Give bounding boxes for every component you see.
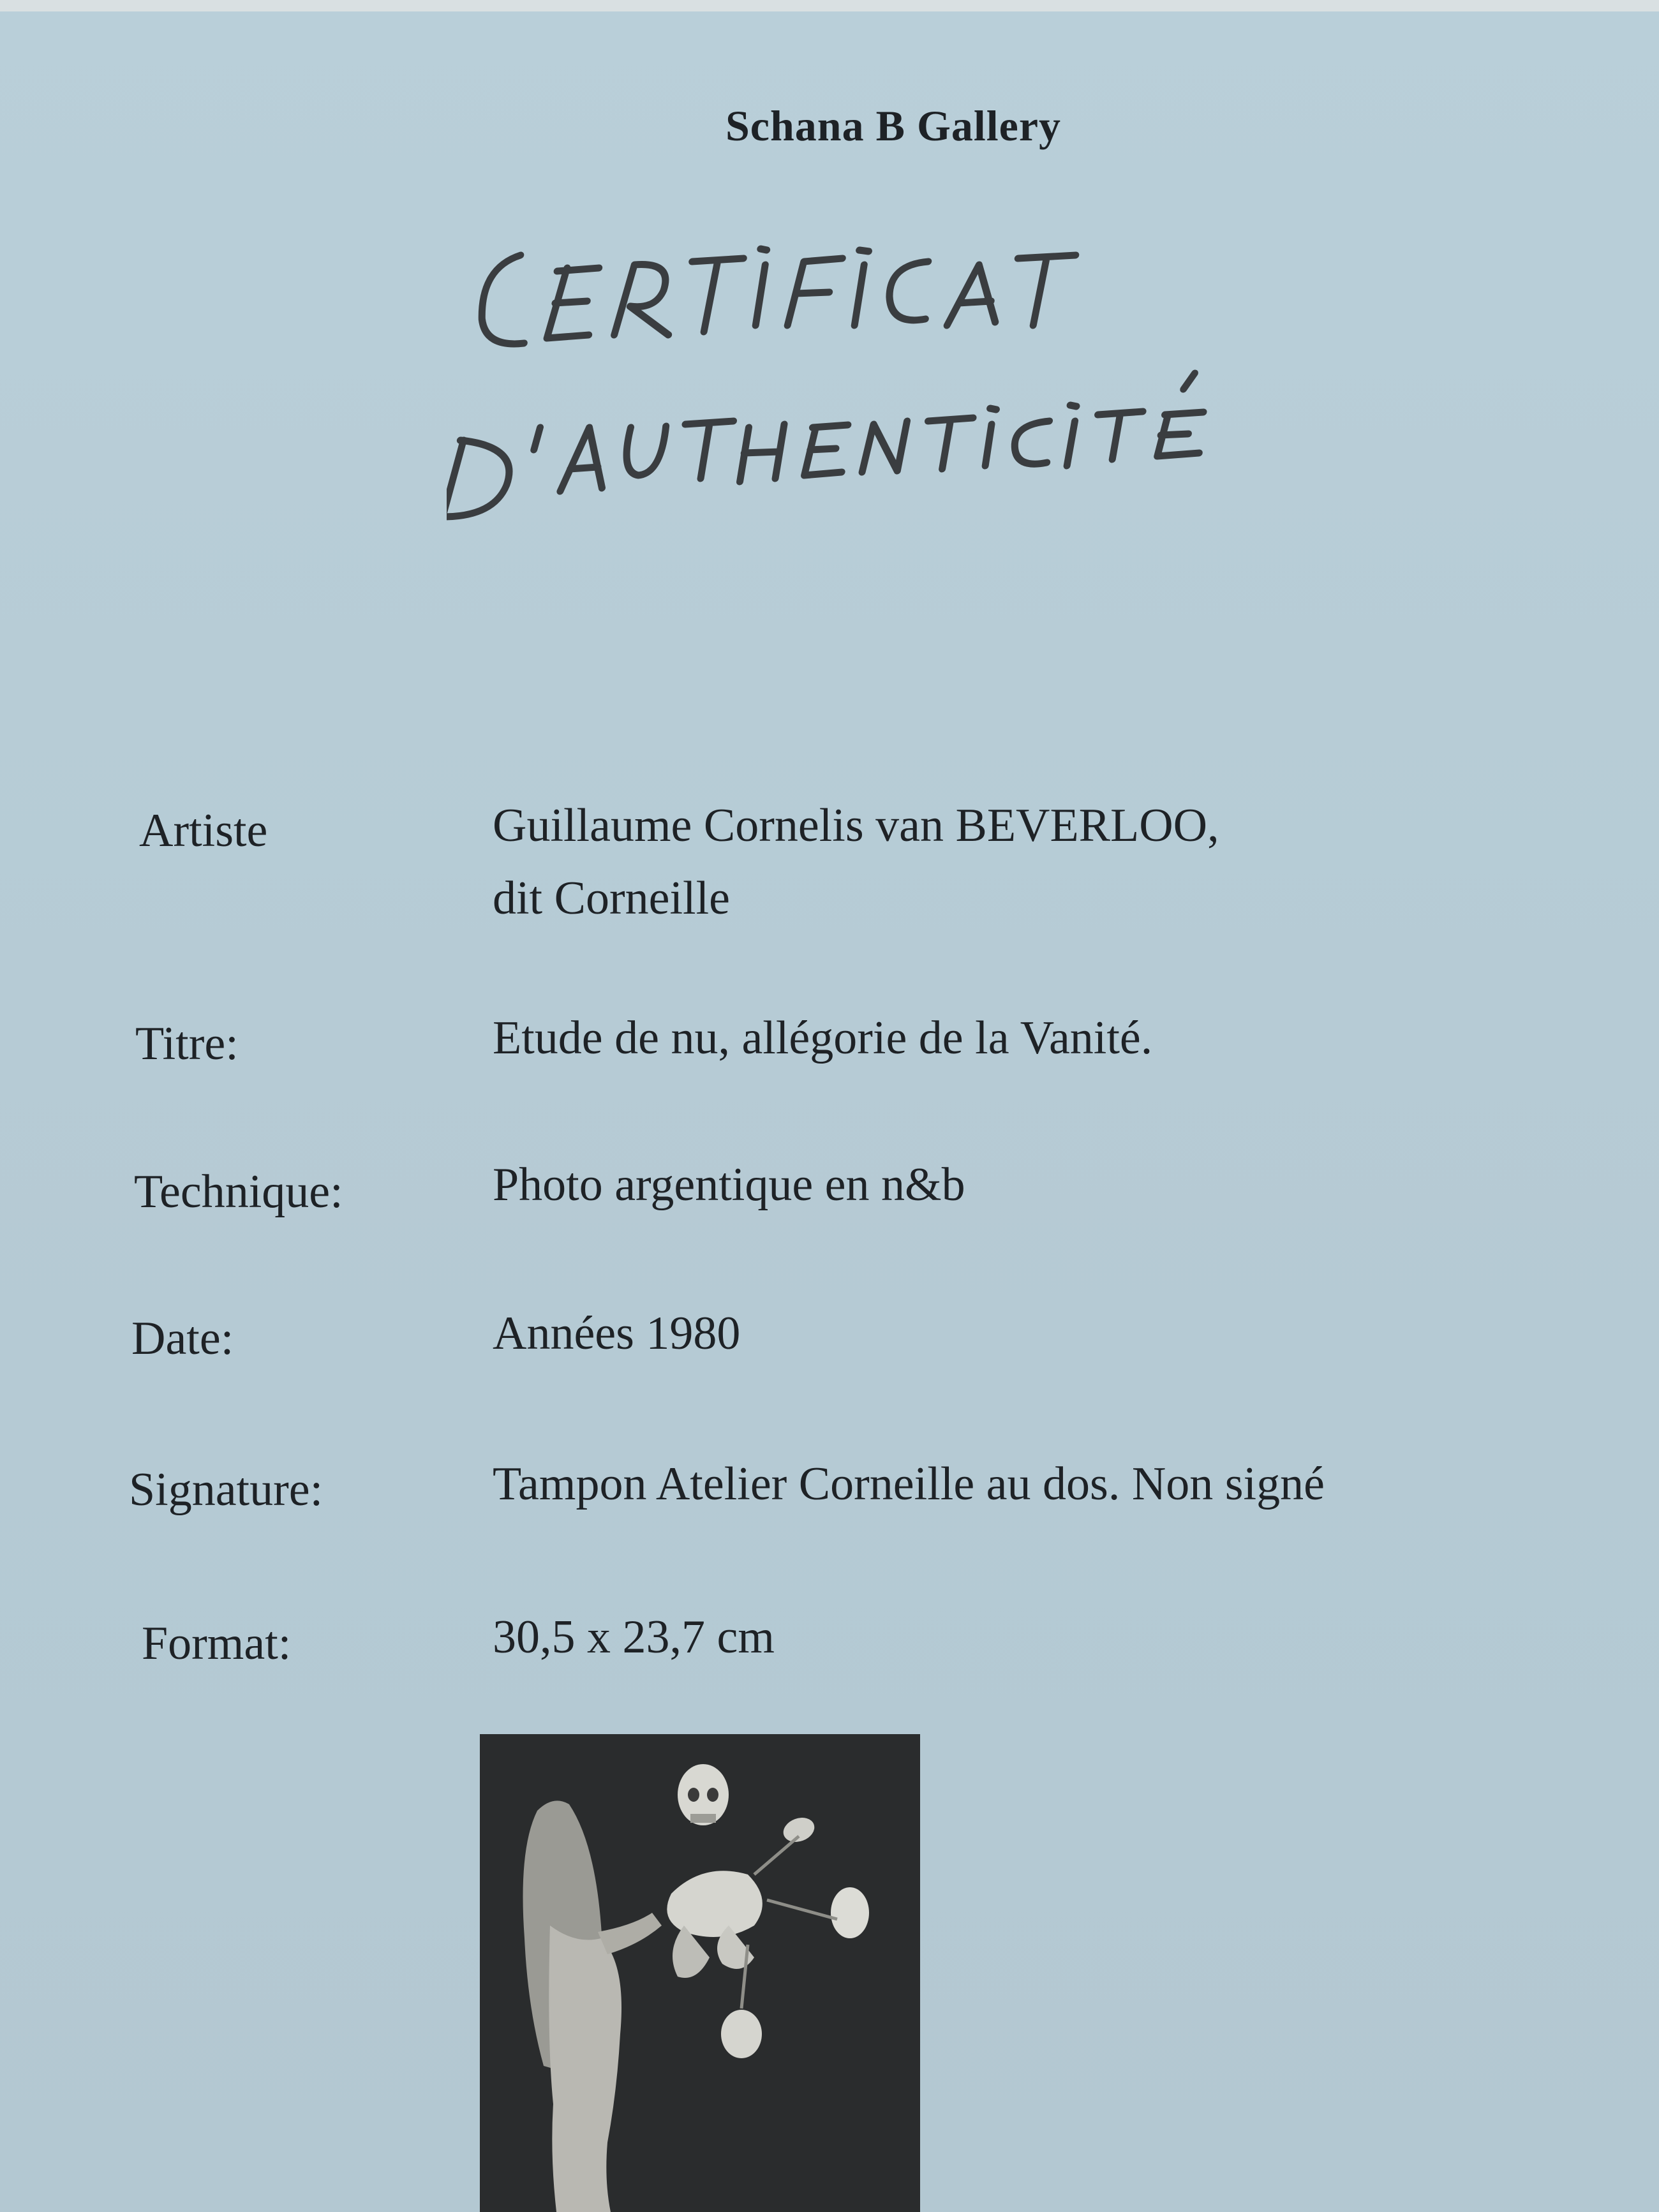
format-value: 30,5 x 23,7 cm (493, 1611, 775, 1663)
artist-value-line1: Guillaume Cornelis van BEVERLOO, (493, 799, 1219, 852)
signature-value: Tampon Atelier Corneille au dos. Non signé (493, 1458, 1325, 1510)
technique-label: Technique: (134, 1166, 343, 1218)
date-value: Années 1980 (493, 1307, 741, 1360)
artwork-photo (480, 1734, 920, 2212)
artist-label: Artiste (139, 805, 268, 857)
artist-value-line2: dit Corneille (493, 872, 730, 924)
handwritten-certificate-title (447, 230, 1340, 536)
date-label: Date: (131, 1312, 234, 1365)
paper-top-edge (0, 0, 1659, 11)
format-label: Format: (142, 1617, 292, 1670)
technique-value: Photo argentique en n&b (493, 1159, 965, 1211)
gallery-name: Schana B Gallery (725, 101, 1062, 150)
title-value: Etude de nu, allégorie de la Vanité. (493, 1012, 1153, 1064)
title-label: Titre: (135, 1018, 239, 1070)
signature-label: Signature: (129, 1464, 324, 1516)
